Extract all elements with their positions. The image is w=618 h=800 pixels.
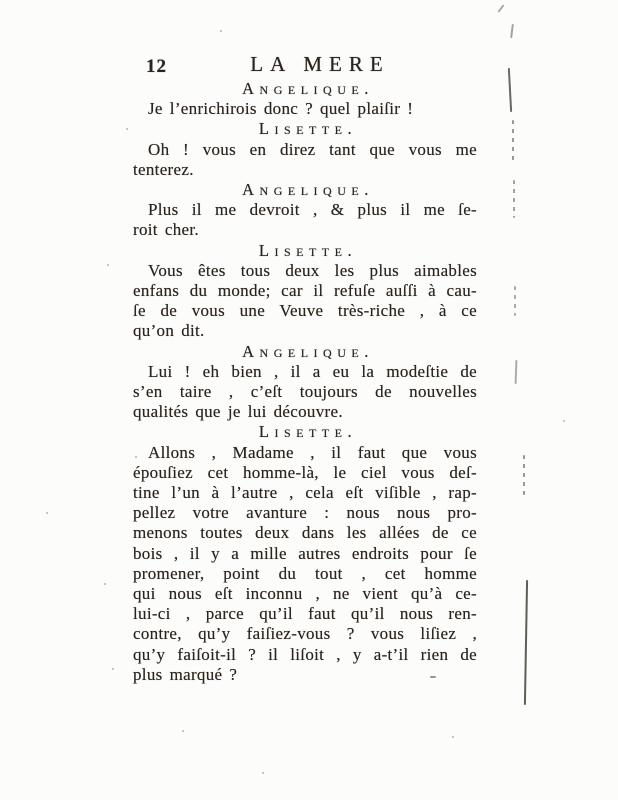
text-line: contre, qu’y faiſiez-vous ? vous liſiez ,: [133, 624, 477, 644]
paper-speck: [107, 264, 109, 266]
text-line: tine l’un à l’autre , cela eſt viſible , rap-: [133, 483, 477, 503]
paper-speck: [182, 730, 184, 732]
text-line: promener, point du tout , cet homme: [133, 563, 477, 583]
paper-speck: [112, 668, 114, 670]
speaker-name: Angelique.: [242, 180, 374, 200]
binding-mark: [497, 4, 504, 12]
speaker-name: Angelique.: [242, 341, 374, 361]
binding-mark: [512, 120, 514, 162]
text-line: Vous êtes tous deux les plus aimables: [148, 260, 477, 280]
paper-speck: [220, 30, 222, 32]
speaker-name: Lisette.: [258, 240, 358, 260]
text-line: bois , il y a mille autres endroits pour ſe: [133, 543, 477, 563]
text-line: roit cher.: [133, 220, 199, 240]
page-number: 12: [146, 56, 167, 77]
text-line: Lui ! eh bien , il a eu la modeſtie de: [148, 361, 477, 381]
text-line: qu’y faiſoit-il ? il liſoit , y a-t’il rien de: [133, 644, 477, 664]
text-line: Allons , Madame , il faut que vous: [148, 442, 477, 462]
running-title: LA MERE: [250, 52, 390, 76]
paper-speck: [262, 772, 264, 774]
text-line: plus marqué ?: [133, 664, 238, 684]
speaker-name: Angelique.: [242, 79, 374, 98]
text-line: lui-ci , parce qu’il faut qu’il nous ren-: [133, 604, 477, 624]
binding-mark: [514, 286, 516, 316]
paper-speck: [104, 583, 106, 585]
binding-mark: [508, 68, 512, 112]
speaker-name: Lisette.: [258, 119, 358, 139]
text-line: qualités que je lui découvre.: [133, 402, 343, 422]
paper-speck: [126, 128, 128, 130]
paper-speck: [452, 736, 454, 738]
paper-speck: [135, 456, 137, 458]
page-header: [133, 52, 477, 78]
binding-mark: [523, 455, 525, 495]
paper-speck: [46, 512, 48, 514]
binding-mark: [515, 360, 518, 384]
text-line: épouſiez cet homme-là, le ciel vous deſ-: [133, 462, 477, 482]
paper-speck: [430, 676, 436, 678]
text-line: tenterez.: [133, 159, 194, 179]
text-line: Oh ! vous en direz tant que vous me: [148, 139, 477, 159]
text-line: s’en taire , c’eſt toujours de nouvelles: [133, 382, 477, 402]
text-line: Je l’enrichirois donc ? quel plaiſir !: [148, 99, 414, 119]
text-line: ſe de vous une Veuve très-riche , à ce: [133, 301, 477, 321]
text-line: Plus il me devroit , & plus il me ſe-: [148, 200, 477, 220]
binding-mark: [524, 580, 528, 705]
text-line: qui nous eſt inconnu , ne vient qu’à ce-: [133, 584, 477, 604]
binding-mark: [513, 180, 515, 218]
binding-mark: [510, 24, 514, 38]
paper-speck: [563, 420, 565, 422]
text-line: pellez votre avanture : nous nous pro-: [133, 503, 477, 523]
text-line: qu’on dit.: [133, 321, 205, 341]
text-line: menons toutes deux dans les allées de ce: [133, 523, 477, 543]
speaker-name: Lisette.: [258, 422, 358, 442]
page-text: [133, 79, 477, 685]
text-line: enfans du monde; car il refuſe auſſi à cau-: [133, 281, 477, 301]
